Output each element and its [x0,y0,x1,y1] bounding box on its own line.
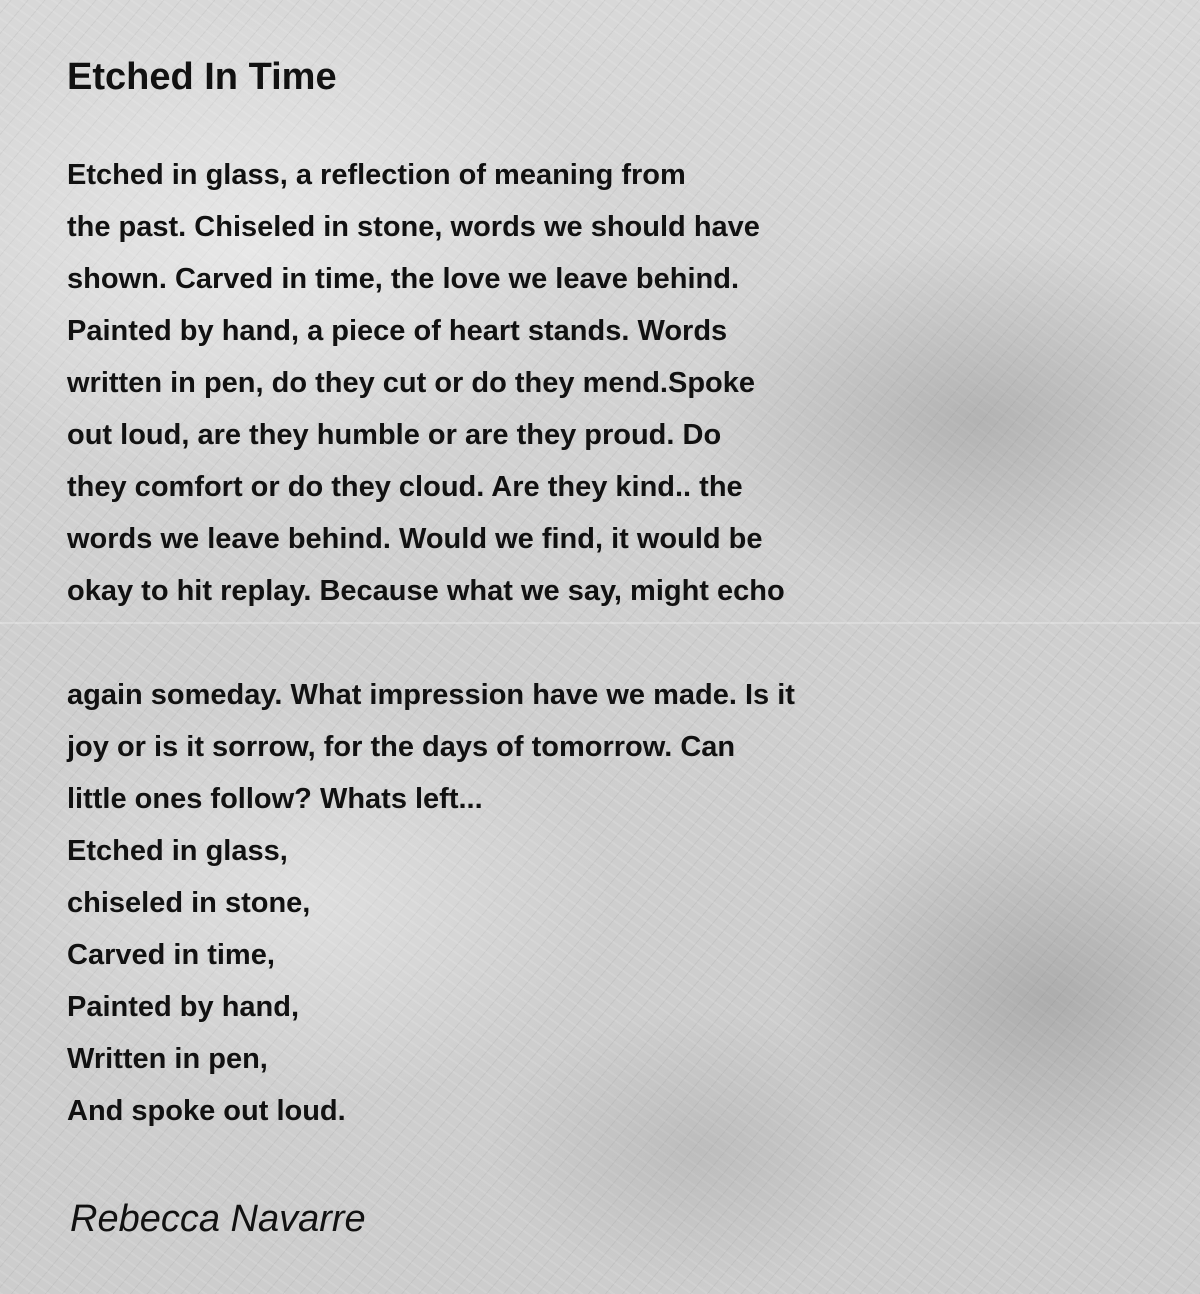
poem-line: And spoke out loud. [67,1095,346,1127]
poem-line: Written in pen, [67,1043,268,1075]
poem-body-part-1 [67,149,1067,617]
poem-line: Etched in glass, [67,835,288,867]
poem-line: written in pen, do they cut or do they mend.Spoke [67,367,755,399]
poem-line: again someday. What impression have we made. Is it [67,679,795,711]
poem-line: okay to hit replay. Because what we say, might echo [67,575,785,607]
poem-line: Painted by hand, a piece of heart stands. Words [67,315,728,347]
poem-line: out loud, are they humble or are they proud. Do [67,419,722,451]
poem-line: Carved in time, [67,939,275,971]
poem-line: shown. Carved in time, the love we leave behind. [67,263,740,295]
poem-author: Rebecca Navarre [70,1198,366,1240]
poem-line: they comfort or do they cloud. Are they kind.. the [67,471,743,503]
poem-line: Painted by hand, [67,991,300,1023]
poem-line: Etched in glass, a reflection of meaning from [67,159,686,191]
poem-line: the past. Chiseled in stone, words we should have [67,211,760,243]
section-divider [0,622,1200,624]
poem-line: words we leave behind. Would we find, it would be [67,523,763,555]
poem-line: chiseled in stone, [67,887,311,919]
poem-line: little ones follow? Whats left... [67,783,483,815]
poem-title: Etched In Time [67,56,337,98]
poem-body-part-2 [67,669,1067,1137]
poem-line: joy or is it sorrow, for the days of tomorrow. Can [67,731,736,763]
